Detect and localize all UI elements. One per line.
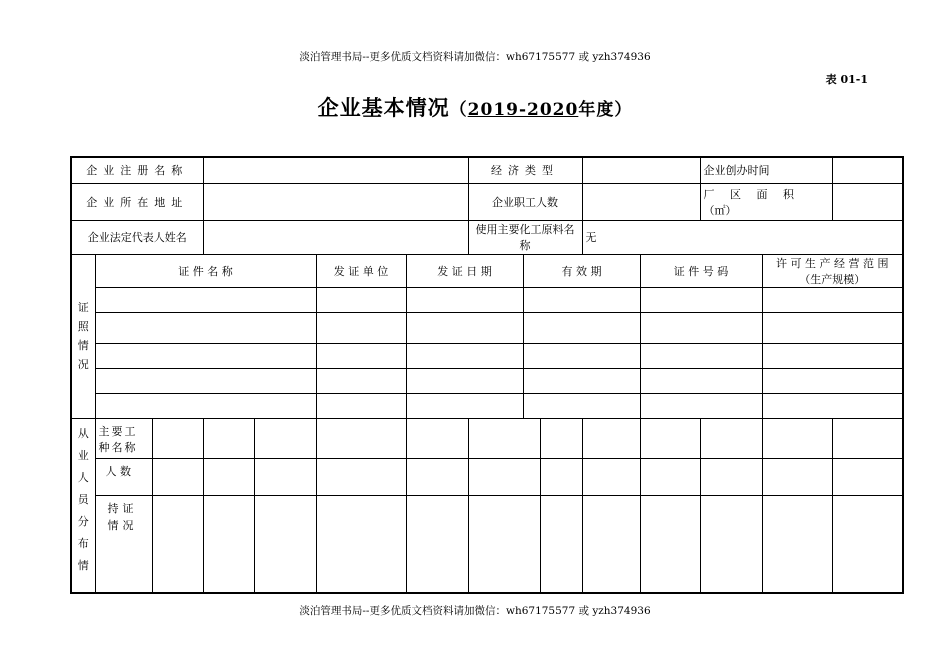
staff-cell[interactable] (406, 458, 468, 495)
staff-cell[interactable] (640, 495, 700, 593)
staff-count-value[interactable] (582, 183, 700, 220)
cert-row (71, 368, 903, 393)
cert-cell[interactable] (523, 393, 640, 418)
staff-cell[interactable] (316, 458, 406, 495)
staff-cell[interactable] (203, 458, 254, 495)
staff-cell[interactable] (406, 495, 468, 593)
cert-cell[interactable] (640, 312, 762, 343)
footer-note: 淡泊管理书局--更多优质文档资料请加微信：wh67175577 或 yzh374936 (299, 605, 651, 617)
title-open-paren: （ (449, 100, 468, 120)
staff-cell[interactable] (152, 495, 203, 593)
cert-cell[interactable] (523, 368, 640, 393)
staff-cell[interactable] (700, 418, 762, 458)
cert-cell[interactable] (523, 312, 640, 343)
page-title (0, 92, 950, 122)
staff-cell[interactable] (203, 495, 254, 593)
area-value[interactable] (832, 183, 903, 220)
staff-cell[interactable] (468, 495, 540, 593)
cert-cell[interactable] (523, 287, 640, 312)
cert-header-issue-date: 发 证 日 期 (406, 254, 523, 287)
address-value[interactable] (203, 183, 468, 220)
staff-cell[interactable] (762, 418, 832, 458)
cert-header-validity: 有 效 期 (523, 254, 640, 287)
staff-cell[interactable] (582, 495, 640, 593)
staff-cell[interactable] (203, 418, 254, 458)
title-suffix: 年度） (578, 100, 633, 120)
cert-cell[interactable] (316, 393, 406, 418)
cert-cell[interactable] (640, 343, 762, 368)
econ-type-label: 经济类型 (468, 157, 582, 183)
staff-cell[interactable] (468, 458, 540, 495)
staff-cell[interactable] (640, 458, 700, 495)
cert-cell[interactable] (523, 343, 640, 368)
cert-cell[interactable] (316, 287, 406, 312)
cert-cell[interactable] (406, 393, 523, 418)
cert-header-scope: 许 可 生 产 经 营 范 围 （生产规模） (762, 254, 903, 287)
cert-cell[interactable] (640, 368, 762, 393)
founded-label: 企业创办时间 (700, 157, 832, 183)
cert-row (71, 343, 903, 368)
area-unit: （㎡） (703, 203, 737, 217)
cert-cell[interactable] (316, 343, 406, 368)
staff-count-label: 企业职工人数 (468, 183, 582, 220)
enterprise-basic-info-table (70, 156, 904, 594)
form-code: 表 01-1 (825, 73, 868, 86)
cert-cell[interactable] (762, 287, 903, 312)
staff-cell[interactable] (762, 495, 832, 593)
cert-cell[interactable] (316, 368, 406, 393)
founded-value[interactable] (832, 157, 903, 183)
staff-cell[interactable] (540, 418, 582, 458)
cert-cell[interactable] (406, 343, 523, 368)
title-year: 2019-2020 (467, 100, 579, 120)
staff-cell[interactable] (640, 418, 700, 458)
reg-name-value[interactable] (203, 157, 468, 183)
area-label-cell (700, 183, 832, 220)
staff-cell[interactable] (152, 458, 203, 495)
staff-cell[interactable] (582, 418, 640, 458)
staff-cell[interactable] (700, 495, 762, 593)
cert-header-issuer: 发 证 单 位 (316, 254, 406, 287)
cert-header-number: 证 件 号 码 (640, 254, 762, 287)
cert-cell[interactable] (95, 393, 316, 418)
staff-cell[interactable] (832, 495, 903, 593)
chem-material-label: 使用主要化工原料名称 (468, 220, 582, 254)
staff-cell[interactable] (468, 418, 540, 458)
staff-cert-text: 持证情况 (107, 501, 138, 532)
reg-name-label: 企业注册名称 (71, 157, 203, 183)
cert-cell[interactable] (406, 312, 523, 343)
staff-section-label (71, 418, 95, 593)
certs-section-text: 证照情况 (77, 301, 89, 371)
staff-cell[interactable] (254, 458, 316, 495)
cert-row (71, 393, 903, 418)
staff-cell[interactable] (406, 418, 468, 458)
staff-cell[interactable] (316, 495, 406, 593)
title-main: 企业基本情况 (317, 95, 450, 120)
legal-rep-value[interactable] (203, 220, 468, 254)
legal-rep-label: 企业法定代表人姓名 (71, 220, 203, 254)
cert-cell[interactable] (762, 343, 903, 368)
staff-count-row-label: 人 数 (95, 458, 152, 495)
staff-section-text: 从业人员分布情 (77, 426, 89, 572)
staff-cell[interactable] (316, 418, 406, 458)
cert-header-name: 证 件 名 称 (95, 254, 316, 287)
staff-cell[interactable] (700, 458, 762, 495)
staff-cell[interactable] (582, 458, 640, 495)
staff-type-label: 主要工种名称 (95, 418, 152, 458)
staff-cell[interactable] (832, 458, 903, 495)
cert-cell[interactable] (406, 287, 523, 312)
cert-row (71, 287, 903, 312)
cert-cell[interactable] (316, 312, 406, 343)
cert-cell[interactable] (762, 368, 903, 393)
cert-row (71, 312, 903, 343)
cert-cell[interactable] (95, 287, 316, 312)
staff-cell[interactable] (152, 418, 203, 458)
staff-cell[interactable] (832, 418, 903, 458)
staff-cell[interactable] (254, 418, 316, 458)
cert-cell[interactable] (762, 393, 903, 418)
certs-section-label (71, 254, 95, 418)
staff-cell[interactable] (254, 495, 316, 593)
address-label: 企业所在地址 (71, 183, 203, 220)
area-label: 厂 区 面 积 (703, 187, 800, 201)
staff-cell[interactable] (540, 458, 582, 495)
econ-type-value[interactable] (582, 157, 700, 183)
cert-cell[interactable] (406, 368, 523, 393)
staff-cell[interactable] (540, 495, 582, 593)
cert-cell[interactable] (640, 287, 762, 312)
staff-cert-label (95, 495, 152, 593)
cert-cell[interactable] (95, 343, 316, 368)
cert-cell[interactable] (762, 312, 903, 343)
staff-cell[interactable] (762, 458, 832, 495)
cert-cell[interactable] (95, 368, 316, 393)
cert-cell[interactable] (640, 393, 762, 418)
header-note: 淡泊管理书局--更多优质文档资料请加微信：wh67175577 或 yzh374936 (299, 51, 651, 63)
chem-material-value[interactable]: 无 (582, 220, 903, 254)
cert-cell[interactable] (95, 312, 316, 343)
